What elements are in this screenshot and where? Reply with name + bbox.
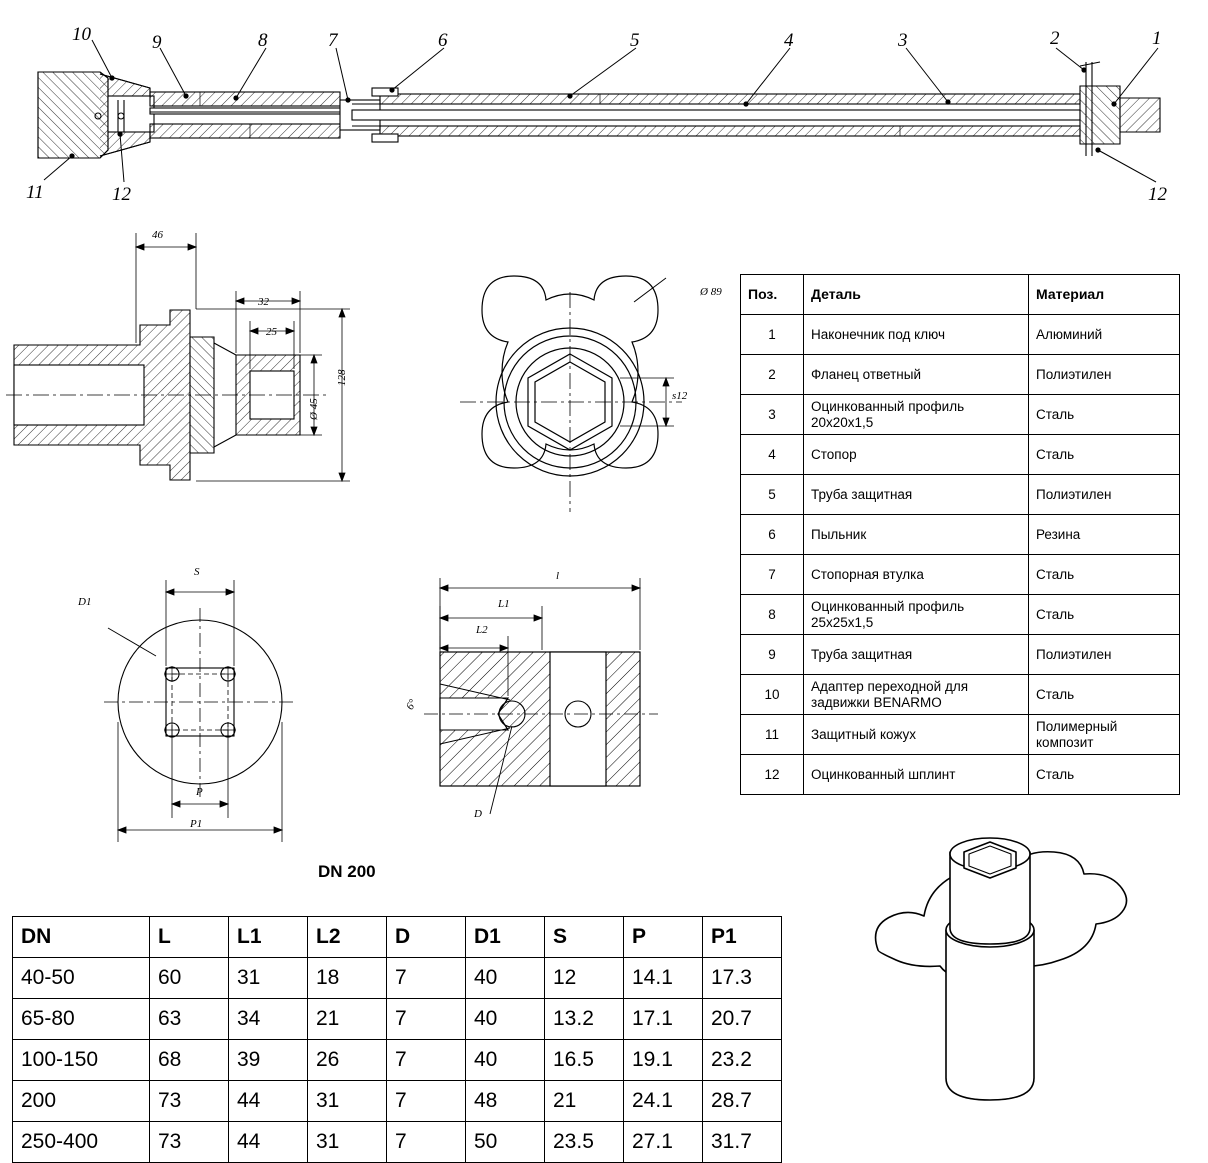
dn-cell: 200: [13, 1081, 150, 1122]
dn-cell: 73: [150, 1122, 229, 1163]
parts-table-header-row: [741, 275, 1180, 315]
table-row: [741, 555, 1180, 595]
dn-cell: 40-50: [13, 958, 150, 999]
dn-header-6: S: [545, 917, 624, 958]
part-name: Наконечник под ключ: [804, 315, 1029, 355]
dn-header-1: L: [150, 917, 229, 958]
part-name: Труба защитная: [804, 475, 1029, 515]
dn-title: DN 200: [318, 862, 376, 881]
dn-cell: 13.2: [545, 999, 624, 1040]
dn-cell: 7: [387, 1081, 466, 1122]
dn-cell: 39: [229, 1040, 308, 1081]
callout-2: 2: [1050, 28, 1060, 49]
table-row: [741, 355, 1180, 395]
dn-header-2: L1: [229, 917, 308, 958]
dn-cell: 7: [387, 999, 466, 1040]
part-material: Полиэтилен: [1029, 355, 1180, 395]
dn-header-5: D1: [466, 917, 545, 958]
part-name: Оцинкованный шплинт: [804, 755, 1029, 795]
part-material: Сталь: [1029, 435, 1180, 475]
part-name: Стопорная втулка: [804, 555, 1029, 595]
part-name: Стопор: [804, 435, 1029, 475]
callout-1: 1: [1152, 28, 1162, 49]
part-pos: 5: [741, 475, 804, 515]
dim-32: 32: [258, 296, 269, 308]
table-row: [13, 1081, 782, 1122]
callout-8: 8: [258, 30, 268, 51]
dim-89: Ø 89: [700, 286, 722, 298]
dn-cell: 250-400: [13, 1122, 150, 1163]
dn-cell: 24.1: [624, 1081, 703, 1122]
dn-cell: 34: [229, 999, 308, 1040]
dn-header-4: D: [387, 917, 466, 958]
part-material: Полиэтилен: [1029, 475, 1180, 515]
table-row: [741, 315, 1180, 355]
part-pos: 1: [741, 315, 804, 355]
part-material: Сталь: [1029, 755, 1180, 795]
hex-front-view: [420, 250, 720, 570]
part-pos: 9: [741, 635, 804, 675]
dn-cell: 100-150: [13, 1040, 150, 1081]
dn-cell: 44: [229, 1122, 308, 1163]
dn-cell: 44: [229, 1081, 308, 1122]
part-material: Сталь: [1029, 555, 1180, 595]
dn-cell: 17.1: [624, 999, 703, 1040]
dn-cell: 7: [387, 958, 466, 999]
dn-cell: 48: [466, 1081, 545, 1122]
dn-cell: 23.2: [703, 1040, 782, 1081]
dn-cell: 40: [466, 999, 545, 1040]
dim-45: Ø 45: [308, 398, 320, 420]
dim-s12: s12: [672, 390, 688, 402]
dn-cell: 60: [150, 958, 229, 999]
dn-cell: 31: [229, 958, 308, 999]
callout-3: 3: [898, 30, 908, 51]
dn-header-8: P1: [703, 917, 782, 958]
table-row: [13, 999, 782, 1040]
table-row: [741, 675, 1180, 715]
part-material: Алюминий: [1029, 315, 1180, 355]
flange-section-view: [0, 225, 380, 565]
dim-S: S: [194, 566, 200, 578]
table-row: [741, 515, 1180, 555]
part-pos: 4: [741, 435, 804, 475]
callout-11: 11: [26, 182, 44, 203]
dn-cell: 40: [466, 1040, 545, 1081]
part-pos: 3: [741, 395, 804, 435]
table-row: [13, 1040, 782, 1081]
dn-table-header-row: [13, 917, 782, 958]
dim-l: l: [556, 570, 560, 582]
bolt-pattern-view: [60, 572, 340, 852]
callout-5: 5: [630, 30, 640, 51]
part-name: Оцинкованный профиль 25х25х1,5: [804, 595, 1029, 635]
dn-cell: 18: [308, 958, 387, 999]
dn-cell: 28.7: [703, 1081, 782, 1122]
part-name: Труба защитная: [804, 635, 1029, 675]
part-material: Полиэтилен: [1029, 635, 1180, 675]
callout-12-right: 12: [1148, 184, 1167, 205]
part-name: Адаптер переходной для задвижки BENARMO: [804, 675, 1029, 715]
parts-table: [740, 274, 1180, 795]
dn-cell: 73: [150, 1081, 229, 1122]
part-material: Резина: [1029, 515, 1180, 555]
part-pos: 2: [741, 355, 804, 395]
dim-P: P: [196, 786, 203, 798]
dn-cell: 31: [308, 1081, 387, 1122]
assembly-top-view: [0, 0, 1208, 215]
isometric-nut-view: [850, 810, 1180, 1150]
dn-cell: 12: [545, 958, 624, 999]
part-pos: 10: [741, 675, 804, 715]
part-name: Пыльник: [804, 515, 1029, 555]
part-name: Фланец ответный: [804, 355, 1029, 395]
dn-cell: 21: [308, 999, 387, 1040]
callout-9: 9: [152, 32, 162, 53]
callout-7: 7: [328, 30, 338, 51]
dn-cell: 68: [150, 1040, 229, 1081]
table-row: [13, 1122, 782, 1163]
table-row: [741, 715, 1180, 755]
table-row: [741, 635, 1180, 675]
dn-cell: 7: [387, 1040, 466, 1081]
part-pos: 12: [741, 755, 804, 795]
dim-L1: L1: [498, 598, 510, 610]
dn-cell: 17.3: [703, 958, 782, 999]
dim-25: 25: [266, 326, 277, 338]
dim-D1: D1: [78, 596, 92, 608]
dn-cell: 16.5: [545, 1040, 624, 1081]
callout-6: 6: [438, 30, 448, 51]
dn-cell: 31: [308, 1122, 387, 1163]
part-pos: 6: [741, 515, 804, 555]
dn-cell: 31.7: [703, 1122, 782, 1163]
bush-section-view: [390, 566, 680, 846]
part-pos: 8: [741, 595, 804, 635]
callout-10: 10: [72, 24, 91, 45]
dn-header-0: DN: [13, 917, 150, 958]
part-material: Полимерный композит: [1029, 715, 1180, 755]
part-material: Сталь: [1029, 675, 1180, 715]
parts-header-part: Деталь: [804, 275, 1029, 315]
dn-cell: 26: [308, 1040, 387, 1081]
part-material: Сталь: [1029, 395, 1180, 435]
parts-header-pos: Поз.: [741, 275, 804, 315]
part-pos: 11: [741, 715, 804, 755]
part-name: Оцинкованный профиль 20х20х1,5: [804, 395, 1029, 435]
part-pos: 7: [741, 555, 804, 595]
dn-cell: 7: [387, 1122, 466, 1163]
dn-cell: 27.1: [624, 1122, 703, 1163]
part-name: Защитный кожух: [804, 715, 1029, 755]
dn-cell: 21: [545, 1081, 624, 1122]
table-row: [741, 475, 1180, 515]
table-row: [741, 595, 1180, 635]
parts-header-material: Материал: [1029, 275, 1180, 315]
dn-cell: 14.1: [624, 958, 703, 999]
part-material: Сталь: [1029, 595, 1180, 635]
table-row: [741, 755, 1180, 795]
dn-cell: 40: [466, 958, 545, 999]
dn-cell: 65-80: [13, 999, 150, 1040]
dim-L2: L2: [476, 624, 488, 636]
dn-header-3: L2: [308, 917, 387, 958]
dim-46: 46: [152, 229, 163, 241]
callout-12-left: 12: [112, 184, 131, 205]
dim-D: D: [474, 808, 482, 820]
dim-128: 128: [336, 369, 348, 386]
table-row: [741, 395, 1180, 435]
dn-cell: 19.1: [624, 1040, 703, 1081]
dn-cell: 20.7: [703, 999, 782, 1040]
dn-cell: 63: [150, 999, 229, 1040]
table-row: [741, 435, 1180, 475]
table-row: [13, 958, 782, 999]
dn-cell: 23.5: [545, 1122, 624, 1163]
dn-header-7: P: [624, 917, 703, 958]
dn-cell: 50: [466, 1122, 545, 1163]
callout-4: 4: [784, 30, 794, 51]
dim-P1: P1: [190, 818, 203, 830]
dn-dimensions-table: [12, 916, 782, 1163]
dim-angle: 6°: [404, 697, 420, 712]
